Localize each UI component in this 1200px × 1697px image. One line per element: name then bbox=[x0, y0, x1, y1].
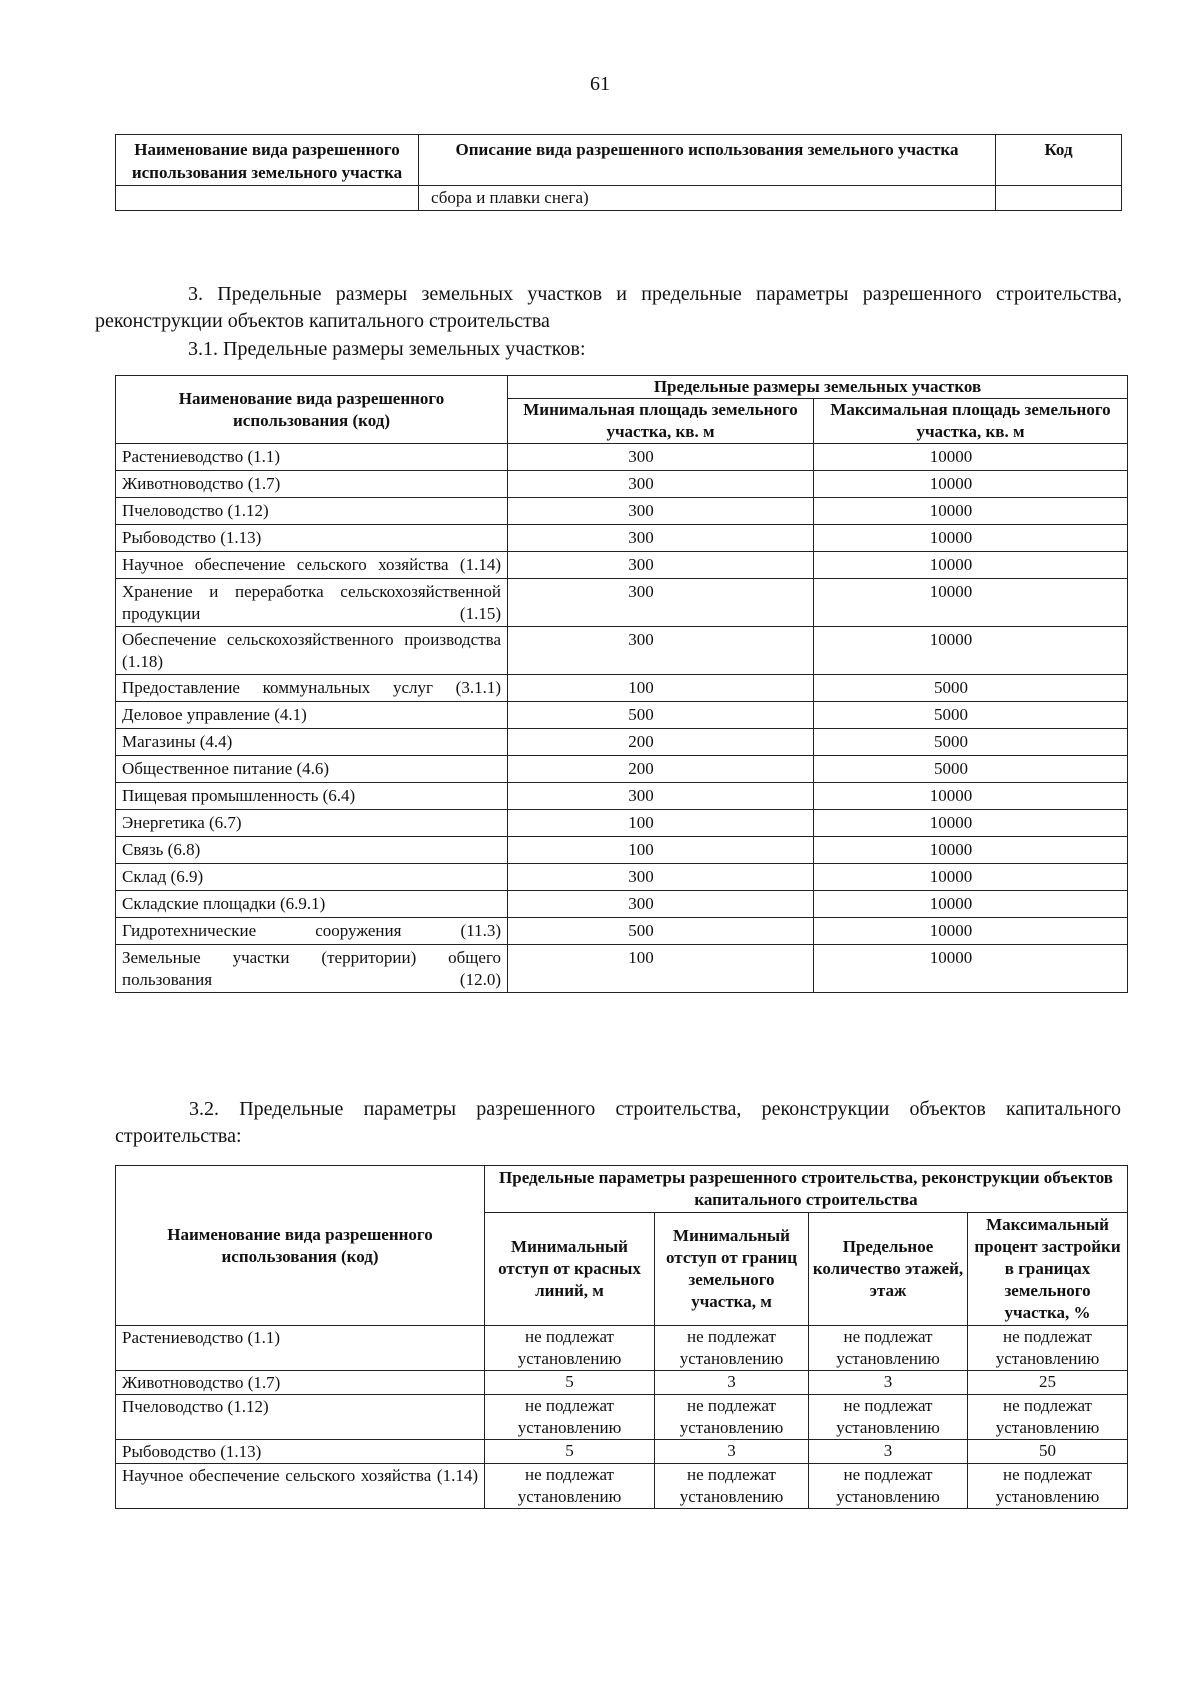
section-3-2-heading: 3.2. Предельные параметры разрешенного строительства, реконструкции объектов капитального строительства: bbox=[115, 1098, 1121, 1147]
cell-use-name: Складские площадки (6.9.1) bbox=[116, 891, 508, 918]
cell-name bbox=[116, 186, 419, 211]
table-row bbox=[116, 186, 1122, 211]
cell-use-name: Магазины (4.4) bbox=[116, 729, 508, 756]
header-code: Код bbox=[996, 135, 1122, 186]
cell-coverage-percent: не подлежат установлению bbox=[968, 1395, 1128, 1440]
cell-boundary-setback: не подлежат установлению bbox=[655, 1326, 809, 1371]
table-row bbox=[116, 1440, 1128, 1464]
cell-use-name: Пчеловодство (1.12) bbox=[116, 1395, 485, 1440]
table-row bbox=[116, 891, 1128, 918]
cell-min-area: 300 bbox=[508, 891, 814, 918]
cell-min-area: 500 bbox=[508, 918, 814, 945]
cell-min-area: 300 bbox=[508, 498, 814, 525]
table-row bbox=[116, 756, 1128, 783]
table-header-row bbox=[116, 1166, 1128, 1213]
cell-red-line-setback: не подлежат установлению bbox=[485, 1326, 655, 1371]
table-row bbox=[116, 837, 1128, 864]
cell-min-area: 100 bbox=[508, 837, 814, 864]
cell-min-area: 100 bbox=[508, 810, 814, 837]
cell-min-area: 300 bbox=[508, 552, 814, 579]
cell-use-name: Животноводство (1.7) bbox=[116, 471, 508, 498]
cell-boundary-setback: не подлежат установлению bbox=[655, 1395, 809, 1440]
cell-use-name: Гидротехнические сооружения (11.3) bbox=[116, 918, 508, 945]
header-group: Предельные размеры земельных участков bbox=[508, 376, 1128, 399]
cell-max-area: 5000 bbox=[814, 702, 1128, 729]
cell-min-area: 300 bbox=[508, 579, 814, 627]
cell-max-area: 10000 bbox=[814, 525, 1128, 552]
cell-max-area: 10000 bbox=[814, 945, 1128, 993]
cell-min-area: 200 bbox=[508, 756, 814, 783]
cell-use-name: Рыбоводство (1.13) bbox=[116, 525, 508, 552]
plot-size-limits-table bbox=[115, 375, 1128, 993]
table-row bbox=[116, 1395, 1128, 1440]
cell-floor-count: 3 bbox=[809, 1440, 968, 1464]
cell-max-area: 5000 bbox=[814, 675, 1128, 702]
cell-use-name: Склад (6.9) bbox=[116, 864, 508, 891]
cell-use-name: Деловое управление (4.1) bbox=[116, 702, 508, 729]
cell-use-name: Хранение и переработка сельскохозяйственной продукции (1.15) bbox=[116, 579, 508, 627]
header-coverage-percent: Максимальный процент застройки в границах земельного участка, % bbox=[968, 1213, 1128, 1326]
header-red-line-setback: Минимальный отступ от красных линий, м bbox=[485, 1213, 655, 1326]
cell-max-area: 10000 bbox=[814, 810, 1128, 837]
cell-use-name: Энергетика (6.7) bbox=[116, 810, 508, 837]
cell-max-area: 5000 bbox=[814, 756, 1128, 783]
cell-floor-count: 3 bbox=[809, 1371, 968, 1395]
cell-coverage-percent: 25 bbox=[968, 1371, 1128, 1395]
cell-boundary-setback: 3 bbox=[655, 1371, 809, 1395]
cell-min-area: 200 bbox=[508, 729, 814, 756]
cell-max-area: 10000 bbox=[814, 783, 1128, 810]
table-header-row bbox=[116, 135, 1122, 186]
cell-floor-count: не подлежат установлению bbox=[809, 1326, 968, 1371]
cell-max-area: 10000 bbox=[814, 891, 1128, 918]
cell-boundary-setback: 3 bbox=[655, 1440, 809, 1464]
cell-use-name: Обеспечение сельскохозяйственного производства (1.18) bbox=[116, 627, 508, 675]
header-name: Наименование вида разрешенного использования земельного участка bbox=[116, 135, 419, 186]
header-floor-count: Предельное количество этажей, этаж bbox=[809, 1213, 968, 1326]
cell-red-line-setback: 5 bbox=[485, 1440, 655, 1464]
cell-min-area: 100 bbox=[508, 945, 814, 993]
cell-boundary-setback: не подлежат установлению bbox=[655, 1464, 809, 1509]
cell-red-line-setback: 5 bbox=[485, 1371, 655, 1395]
table-header-row bbox=[116, 376, 1128, 399]
cell-min-area: 100 bbox=[508, 675, 814, 702]
cell-use-name: Растениеводство (1.1) bbox=[116, 1326, 485, 1371]
cell-max-area: 10000 bbox=[814, 552, 1128, 579]
table-row bbox=[116, 444, 1128, 471]
cell-max-area: 10000 bbox=[814, 627, 1128, 675]
plot-size-rows bbox=[116, 444, 1128, 993]
cell-use-name: Растениеводство (1.1) bbox=[116, 444, 508, 471]
cell-red-line-setback: не подлежат установлению bbox=[485, 1395, 655, 1440]
header-boundary-setback: Минимальный отступ от границ земельного участка, м bbox=[655, 1213, 809, 1326]
cell-max-area: 10000 bbox=[814, 864, 1128, 891]
table-row bbox=[116, 471, 1128, 498]
section-3-heading: 3. Предельные размеры земельных участков и предельные параметры разрешенного строительства, реконструкции объектов капитального строительства bbox=[95, 283, 1122, 332]
cell-min-area: 300 bbox=[508, 444, 814, 471]
cell-coverage-percent: не подлежат установлению bbox=[968, 1326, 1128, 1371]
table-row bbox=[116, 552, 1128, 579]
cell-min-area: 300 bbox=[508, 783, 814, 810]
construction-parameter-rows bbox=[116, 1326, 1128, 1509]
cell-max-area: 10000 bbox=[814, 444, 1128, 471]
cell-min-area: 500 bbox=[508, 702, 814, 729]
cell-use-name: Научное обеспечение сельского хозяйства (1.14) bbox=[116, 1464, 485, 1509]
cell-min-area: 300 bbox=[508, 627, 814, 675]
table-row bbox=[116, 525, 1128, 552]
header-name: Наименование вида разрешенного использования (код) bbox=[116, 1166, 485, 1326]
cell-use-name: Научное обеспечение сельского хозяйства (1.14) bbox=[116, 552, 508, 579]
table-row bbox=[116, 864, 1128, 891]
cell-use-name: Животноводство (1.7) bbox=[116, 1371, 485, 1395]
permitted-use-table-continuation bbox=[115, 134, 1122, 211]
cell-max-area: 10000 bbox=[814, 579, 1128, 627]
cell-min-area: 300 bbox=[508, 525, 814, 552]
table-row bbox=[116, 1326, 1128, 1371]
cell-floor-count: не подлежат установлению bbox=[809, 1395, 968, 1440]
header-max-area: Максимальная площадь земельного участка, кв. м bbox=[814, 399, 1128, 444]
table-row bbox=[116, 810, 1128, 837]
cell-code bbox=[996, 186, 1122, 211]
cell-max-area: 10000 bbox=[814, 918, 1128, 945]
table-row bbox=[116, 1371, 1128, 1395]
table-row bbox=[116, 702, 1128, 729]
header-group: Предельные параметры разрешенного строительства, реконструкции объектов капитального строительства bbox=[485, 1166, 1128, 1213]
table-row bbox=[116, 498, 1128, 525]
table-row bbox=[116, 675, 1128, 702]
table-row bbox=[116, 729, 1128, 756]
cell-coverage-percent: не подлежат установлению bbox=[968, 1464, 1128, 1509]
cell-coverage-percent: 50 bbox=[968, 1440, 1128, 1464]
cell-use-name: Земельные участки (территории) общего пользования (12.0) bbox=[116, 945, 508, 993]
cell-use-name: Пчеловодство (1.12) bbox=[116, 498, 508, 525]
page-number: 61 bbox=[590, 73, 610, 95]
table-row bbox=[116, 918, 1128, 945]
table-row bbox=[116, 945, 1128, 993]
cell-floor-count: не подлежат установлению bbox=[809, 1464, 968, 1509]
cell-max-area: 10000 bbox=[814, 837, 1128, 864]
header-min-area: Минимальная площадь земельного участка, кв. м bbox=[508, 399, 814, 444]
cell-red-line-setback: не подлежат установлению bbox=[485, 1464, 655, 1509]
cell-use-name: Пищевая промышленность (6.4) bbox=[116, 783, 508, 810]
table-row bbox=[116, 1464, 1128, 1509]
table-row bbox=[116, 579, 1128, 627]
section-3-1-heading: 3.1. Предельные размеры земельных участков: bbox=[188, 338, 586, 360]
table-row bbox=[116, 783, 1128, 810]
cell-use-name: Предоставление коммунальных услуг (3.1.1) bbox=[116, 675, 508, 702]
cell-use-name: Связь (6.8) bbox=[116, 837, 508, 864]
cell-min-area: 300 bbox=[508, 471, 814, 498]
cell-use-name: Общественное питание (4.6) bbox=[116, 756, 508, 783]
cell-max-area: 5000 bbox=[814, 729, 1128, 756]
construction-parameters-table bbox=[115, 1165, 1128, 1509]
cell-description: сбора и плавки снега) bbox=[419, 186, 996, 211]
cell-max-area: 10000 bbox=[814, 498, 1128, 525]
cell-min-area: 300 bbox=[508, 864, 814, 891]
cell-use-name: Рыбоводство (1.13) bbox=[116, 1440, 485, 1464]
cell-max-area: 10000 bbox=[814, 471, 1128, 498]
table-row bbox=[116, 627, 1128, 675]
header-description: Описание вида разрешенного использования земельного участка bbox=[419, 135, 996, 186]
header-name: Наименование вида разрешенного использования (код) bbox=[116, 376, 508, 444]
